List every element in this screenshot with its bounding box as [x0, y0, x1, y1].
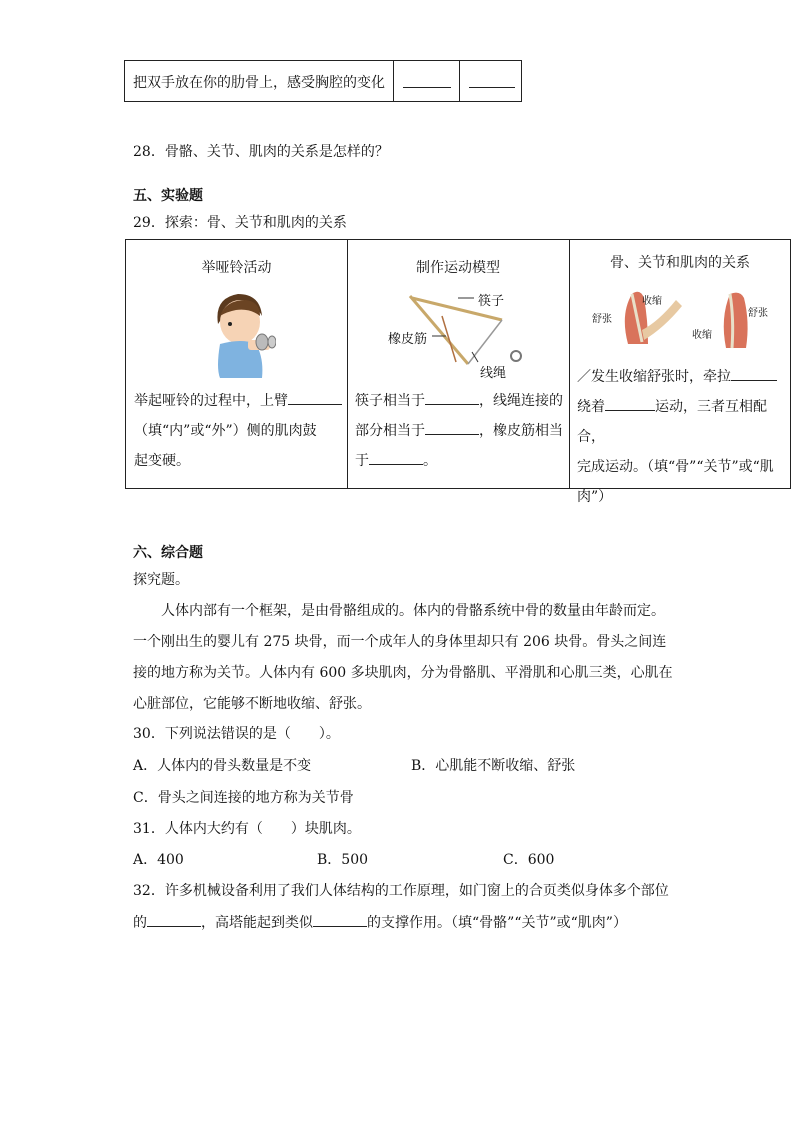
answer-blank[interactable] — [313, 912, 367, 927]
text-fragment: 筷子相当于 — [355, 393, 425, 409]
chopsticks-label: 筷子 — [478, 294, 505, 309]
motion-model-text — [355, 386, 567, 476]
question-32-continued — [133, 912, 627, 933]
answer-blank[interactable] — [403, 73, 451, 88]
observation-row-text: 把双手放在你的肋骨上，感受胸腔的变化 — [133, 75, 385, 91]
text-fragment: 的支撑作用。（填“骨骼”“关节”或“肌肉”） — [367, 915, 627, 931]
question-29: 29．探索：骨、关节和肌肉的关系 — [133, 215, 347, 231]
text-fragment: 起变硬。 — [134, 453, 190, 469]
table-divider — [347, 240, 348, 488]
table-divider — [569, 240, 570, 488]
boy-lifting-dumbbell-icon — [206, 288, 276, 378]
text-fragment: 肉”） — [577, 489, 613, 505]
q30-option-b[interactable]: B．心肌能不断收缩、舒张 — [411, 758, 576, 774]
section-comprehensive-heading: 六、综合题 — [133, 545, 203, 561]
text-fragment: ，线绳连接的 — [479, 393, 563, 409]
question-31: 31．人体内大约有（ ）块肌肉。 — [133, 821, 361, 837]
text-fragment: 于 — [355, 453, 369, 469]
text-fragment: 运动，三者互相配合， — [577, 399, 767, 445]
q30-option-c[interactable]: C．骨头之间连接的地方称为关节骨 — [133, 790, 354, 806]
dumbbell-activity-text — [134, 386, 344, 476]
contract-label: 收缩 — [692, 330, 712, 341]
table-divider — [393, 61, 394, 101]
answer-blank[interactable] — [425, 420, 479, 435]
explore-label: 探究题。 — [133, 572, 189, 588]
section-experiment-heading: 五、实验题 — [133, 188, 203, 204]
answer-blank[interactable] — [469, 73, 515, 88]
motion-model-title: 制作运动模型 — [416, 260, 500, 276]
text-fragment: 举起哑铃的过程中，上臂 — [134, 393, 288, 409]
q30-option-a[interactable]: A．人体内的骨头数量是不变 — [133, 758, 312, 774]
question-30: 30．下列说法错误的是（ ）。 — [133, 726, 340, 742]
arm-straight-diagram — [716, 288, 756, 350]
text-fragment: （填“内”或“外”）侧的肌肉鼓 — [134, 423, 317, 439]
text-fragment: ／发生收缩舒张时，牵拉 — [577, 369, 731, 385]
reading-passage: 人体内部有一个框架，是由骨骼组成的。体内的骨骼系统中骨的数量由年龄而定。一个刚出生的婴儿有 275 块骨，而一个成年人的身体里却只有 206 块骨。骨头之间连接的地方称为关节。人体内有 600 多块肌肉，分为骨骼肌、平滑肌和心肌三类，心肌在心脏部位，它能够不断地收缩、舒张。 — [133, 603, 673, 712]
text-fragment: ，橡皮筋相当 — [479, 423, 563, 439]
answer-blank[interactable] — [147, 912, 201, 927]
answer-blank[interactable] — [605, 396, 655, 411]
observation-table — [124, 60, 522, 102]
string-label: 线绳 — [480, 366, 507, 381]
text-fragment: ，高塔能起到类似 — [201, 915, 313, 931]
text-fragment: 。 — [423, 453, 437, 469]
answer-blank[interactable] — [288, 390, 342, 405]
q31-option-c[interactable]: C．600 — [503, 852, 555, 868]
text-fragment: 完成运动。（填“骨”“关节”或“肌 — [577, 459, 774, 475]
question-28: 28．骨骼、关节、肌肉的关系是怎样的？ — [133, 144, 389, 160]
text-fragment: 绕着 — [577, 399, 605, 415]
answer-blank[interactable] — [425, 390, 479, 405]
contract-label: 收缩 — [642, 296, 662, 307]
dumbbell-activity-title: 举哑铃活动 — [201, 260, 272, 276]
q31-option-b[interactable]: B．500 — [317, 852, 369, 868]
table-divider — [459, 61, 460, 101]
experiment-table — [125, 239, 791, 505]
bone-joint-muscle-title: 骨、关节和肌肉的关系 — [610, 255, 750, 271]
q31-option-a[interactable]: A．400 — [133, 852, 184, 868]
text-fragment: 的 — [133, 915, 147, 931]
rubber-band-label: 橡皮筋 — [388, 332, 428, 347]
relax-label: 舒张 — [592, 314, 612, 325]
relax-label: 舒张 — [748, 308, 768, 319]
answer-blank[interactable] — [369, 450, 423, 465]
bone-joint-muscle-text — [577, 362, 789, 512]
text-fragment: 部分相当于 — [355, 423, 425, 439]
answer-blank[interactable] — [731, 366, 777, 381]
question-32: 32．许多机械设备利用了我们人体结构的工作原理，如门窗上的合页类似身体多个部位 — [133, 883, 669, 899]
